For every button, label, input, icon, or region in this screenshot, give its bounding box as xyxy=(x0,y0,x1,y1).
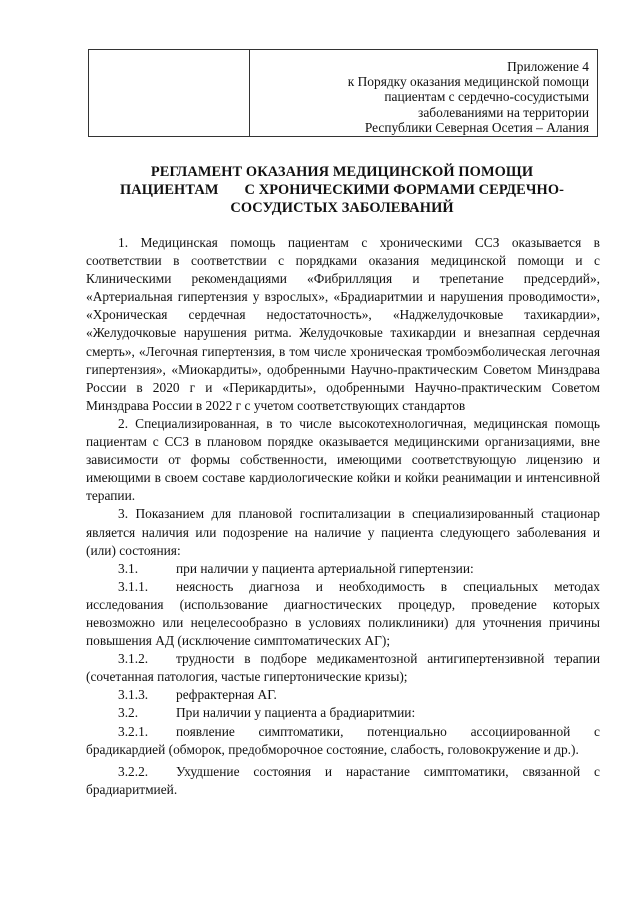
item-text: рефрактерная АГ. xyxy=(176,687,277,703)
table-divider xyxy=(249,50,250,136)
document-title xyxy=(96,163,588,217)
title-line-3: СОСУДИСТЫХ ЗАБОЛЕВАНИЙ xyxy=(230,200,454,216)
paragraph-3: 3. Показанием для плановой госпитализации в специализированный стационар является наличия или подозрение на наличие у пациента следующего заболевания и (или) состояния: xyxy=(86,506,600,558)
item-text: трудности в подборе медикаментозной антигипертензивной терапии (сочетанная патология, частые гипертонические кризы); xyxy=(86,651,600,685)
item-number: 3.1.2. xyxy=(118,651,149,667)
title-line-1: РЕГЛАМЕНТ ОКАЗАНИЯ МЕДИЦИНСКОЙ ПОМОЩИ xyxy=(150,164,534,180)
item-3-1 xyxy=(86,560,600,578)
item-number: 3.1. xyxy=(118,560,139,576)
title-line-2b: С ХРОНИЧЕСКИМИ ФОРМАМИ СЕРДЕЧНО- xyxy=(244,182,565,198)
item-number: 3.1.3. xyxy=(118,687,149,703)
item-text: при наличии у пациента артериальной гипертензии: xyxy=(176,560,474,576)
item-3-1-2 xyxy=(86,650,600,686)
item-3-2-2 xyxy=(86,763,600,799)
item-number: 3.1.1. xyxy=(118,578,149,594)
item-text: появление симптоматики, потенциально ассоциированной с брадикардией (обморок, предобморочное состояние, слабость, головокружение и др.). xyxy=(86,723,600,757)
title-line-2a: ПАЦИЕНТАМ xyxy=(119,182,219,198)
item-3-2-1 xyxy=(86,723,600,759)
item-number: 3.2.2. xyxy=(118,763,149,779)
item-3-1-1 xyxy=(86,578,600,650)
annex-line: пациентам с сердечно-сосудистыми xyxy=(384,89,589,105)
item-number: 3.2.1. xyxy=(118,723,149,739)
item-text: Ухудшение состояния и нарастание симптоматики, связанной с брадиаритмией. xyxy=(86,763,600,797)
paragraph-2: 2. Специализированная, в то числе высокотехнологичная, медицинская помощь пациентам с ССЗ в плановом порядке оказывается медицинскими организациями, вне зависимости от формы собственности, имеющими соответствующую лицензию и имеющими в своем составе кардиологические койки и койки реанимации и интенсивной терапии. xyxy=(86,415,600,504)
document-body xyxy=(86,234,600,799)
header-table xyxy=(88,49,598,137)
item-3-2 xyxy=(86,704,600,722)
annex-note xyxy=(348,59,589,135)
title-line-2 xyxy=(96,181,588,199)
item-3-1-3 xyxy=(86,686,600,704)
item-number: 3.2. xyxy=(118,705,139,721)
annex-line: Республики Северная Осетия – Алания xyxy=(364,119,589,135)
annex-line: Приложение 4 xyxy=(507,59,589,74)
annex-line: к Порядку оказания медицинской помощи xyxy=(347,74,589,90)
annex-line: заболеваниями на территории xyxy=(418,104,589,120)
item-text: При наличии у пациента а брадиаритмии: xyxy=(176,705,416,721)
item-text: неясность диагноза и необходимость в специальных методах исследования (использование диагностических процедур, проведение которых невозможно или нецелесообразно в условиях поликлиники) для уточнения причины повышения АД (исключение симптоматических АГ); xyxy=(86,578,600,649)
paragraph-1: 1. Медицинская помощь пациентам с хроническими ССЗ оказывается в соответствии в соответствии с порядками оказания медицинской помощи и с Клиническими рекомендациями «Фибрилляция и трепетание предсердий», «Артериальная гипертензия у взрослых», «Брадиаритмии и нарушения проводимости», «Хроническая сердечная недостаточность», «Наджелудочковые тахикардии», «Желудочковые нарушения ритма. Желудочковые тахикардии и внезапная сердечная смерть», «Легочная гипертензия, в том числе хроническая тромбоэмболическая легочная гипертензия», «Миокардиты», одобренными Научно-практическим Советом Минздрава России в 2020 г и «Перикардиты», одобренными Научно-практическим Советом Минздрава России в 2022 г с учетом соответствующих стандартов xyxy=(86,235,600,413)
